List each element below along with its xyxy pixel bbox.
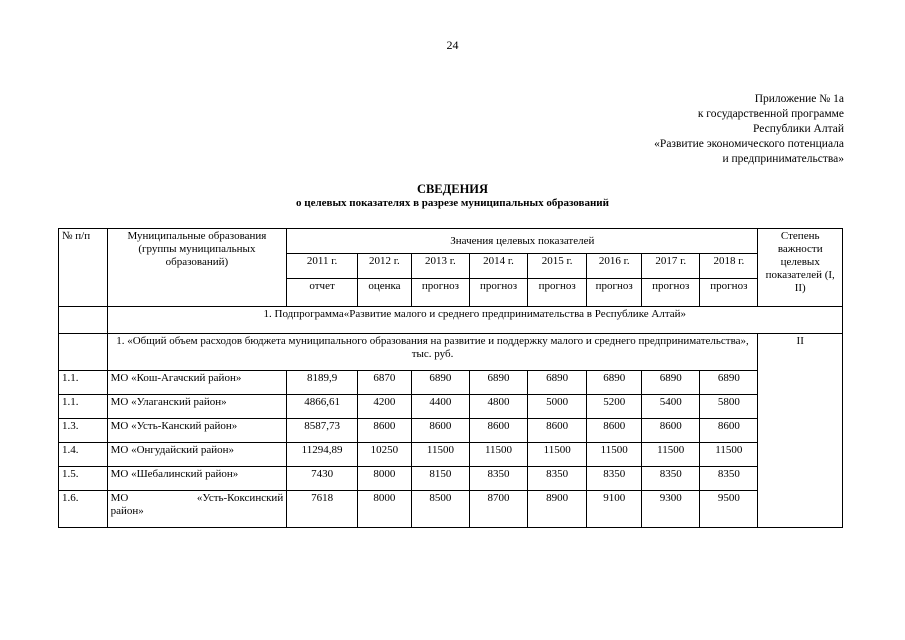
value-cell: 11500: [700, 443, 758, 467]
subprogram-row: [59, 307, 843, 334]
value-cell: 8600: [357, 419, 411, 443]
header-municipality: Муниципальные образования (группы муниципальных образований): [107, 229, 287, 307]
type-cell: прогноз: [642, 279, 700, 307]
row-municipality: [107, 491, 287, 528]
value-cell: 8600: [469, 419, 527, 443]
document-title: СВЕДЕНИЯ: [416, 182, 489, 196]
row-number: 1.6.: [59, 491, 108, 528]
value-cell: 11294,89: [287, 443, 358, 467]
value-cell: 8587,73: [287, 419, 358, 443]
value-cell: 6890: [469, 371, 527, 395]
value-cell: 8600: [642, 419, 700, 443]
value-cell: 6890: [411, 371, 469, 395]
empty-cell: [59, 307, 108, 334]
year-cell: 2012 г.: [357, 254, 411, 279]
value-cell: 8350: [642, 467, 700, 491]
value-cell: 8189,9: [287, 371, 358, 395]
indicator-row: [59, 334, 843, 371]
row-number: 1.4.: [59, 443, 108, 467]
header-row: [59, 229, 843, 254]
table-row: [59, 491, 843, 528]
type-cell: оценка: [357, 279, 411, 307]
value-cell: 8600: [700, 419, 758, 443]
appendix-line: к государственной программе: [697, 108, 844, 120]
value-cell: 5800: [700, 395, 758, 419]
value-cell: 4200: [357, 395, 411, 419]
row-municipality: МО «Усть-Канский район»: [107, 419, 287, 443]
value-cell: 11500: [469, 443, 527, 467]
header-values: Значения целевых показателей: [287, 229, 758, 254]
value-cell: 6890: [642, 371, 700, 395]
row-number: 1.5.: [59, 467, 108, 491]
indicators-table: [58, 228, 843, 528]
value-cell: 11500: [411, 443, 469, 467]
year-cell: 2015 г.: [528, 254, 587, 279]
row-municipality: МО «Онгудайский район»: [107, 443, 287, 467]
type-cell: отчет: [287, 279, 358, 307]
row-number: 1.1.: [59, 395, 108, 419]
type-cell: прогноз: [469, 279, 527, 307]
row-number: 1.3.: [59, 419, 108, 443]
value-cell: 8350: [469, 467, 527, 491]
year-cell: 2011 г.: [287, 254, 358, 279]
value-cell: 4866,61: [287, 395, 358, 419]
appendix-line: Приложение № 1а: [754, 93, 844, 105]
header-degree: Степень важности целевых показателей (I, II): [758, 229, 843, 307]
header-number: № п/п: [59, 229, 108, 307]
value-cell: 8600: [528, 419, 587, 443]
value-cell: 8700: [469, 491, 527, 528]
value-cell: 11500: [528, 443, 587, 467]
value-cell: 10250: [357, 443, 411, 467]
empty-cell: [59, 334, 108, 371]
document-subtitle: о целевых показателях в разрезе муниципальных образований: [296, 197, 609, 209]
value-cell: 4400: [411, 395, 469, 419]
value-cell: 6870: [357, 371, 411, 395]
value-cell: 8000: [357, 491, 411, 528]
value-cell: 8150: [411, 467, 469, 491]
row-municipality: МО «Кош-Агачский район»: [107, 371, 287, 395]
type-cell: прогноз: [411, 279, 469, 307]
indicator-title: 1. «Общий объем расходов бюджета муниципального образования на развитие и поддержку малого и среднего предпринимательства», тыс. руб.: [107, 334, 758, 371]
appendix-line: «Развитие экономического потенциала: [654, 138, 844, 150]
row-municipality: МО «Улаганский район»: [107, 395, 287, 419]
value-cell: 7618: [287, 491, 358, 528]
value-cell: 8600: [411, 419, 469, 443]
value-cell: 6890: [587, 371, 642, 395]
value-cell: 6890: [528, 371, 587, 395]
table-row: [59, 467, 843, 491]
indicator-degree: II: [758, 334, 843, 528]
value-cell: 8600: [587, 419, 642, 443]
appendix-note: [654, 92, 844, 167]
value-cell: 8000: [357, 467, 411, 491]
year-cell: 2017 г.: [642, 254, 700, 279]
row-number: 1.1.: [59, 371, 108, 395]
table-row: [59, 395, 843, 419]
value-cell: 4800: [469, 395, 527, 419]
value-cell: 11500: [642, 443, 700, 467]
appendix-line: Республики Алтай: [752, 123, 844, 135]
table-row: [59, 419, 843, 443]
value-cell: 9300: [642, 491, 700, 528]
row-municipality-line: район»: [110, 505, 144, 517]
value-cell: 7430: [287, 467, 358, 491]
subprogram-title: 1. Подпрограмма«Развитие малого и среднего предпринимательства в Республике Алтай»: [107, 307, 842, 334]
value-cell: 5000: [528, 395, 587, 419]
value-cell: 11500: [587, 443, 642, 467]
row-municipality-line: МО «Усть-Коксинский: [110, 492, 284, 504]
type-cell: прогноз: [528, 279, 587, 307]
value-cell: 8500: [411, 491, 469, 528]
year-cell: 2018 г.: [700, 254, 758, 279]
year-cell: 2016 г.: [587, 254, 642, 279]
year-cell: 2013 г.: [411, 254, 469, 279]
year-cell: 2014 г.: [469, 254, 527, 279]
value-cell: 8350: [700, 467, 758, 491]
value-cell: 8350: [528, 467, 587, 491]
appendix-line: и предпринимательства»: [722, 153, 844, 165]
value-cell: 9500: [700, 491, 758, 528]
value-cell: 5400: [642, 395, 700, 419]
value-cell: 9100: [587, 491, 642, 528]
value-cell: 8900: [528, 491, 587, 528]
row-municipality: МО «Шебалинский район»: [107, 467, 287, 491]
table-row: [59, 443, 843, 467]
table-row: [59, 371, 843, 395]
type-cell: прогноз: [700, 279, 758, 307]
page-number: 24: [446, 38, 459, 52]
value-cell: 8350: [587, 467, 642, 491]
value-cell: 6890: [700, 371, 758, 395]
type-cell: прогноз: [587, 279, 642, 307]
value-cell: 5200: [587, 395, 642, 419]
